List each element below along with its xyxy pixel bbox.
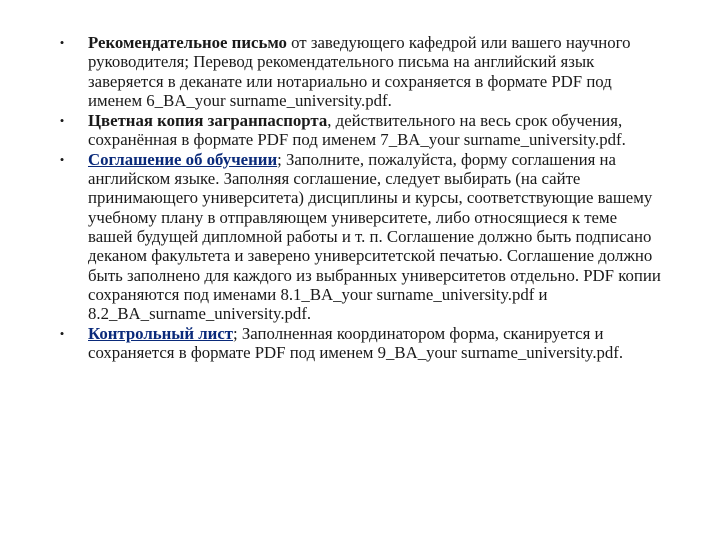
item-text-passport-copy: , действительного на весь срок обучения, сохранённая в формате PDF под именем 7_BA_your surname_university.pdf. (88, 110, 626, 149)
bullet-icon: • (59, 112, 65, 128)
list-item-learning-agreement (55, 150, 665, 324)
checklist-link[interactable]: Контрольный лист (88, 323, 234, 343)
bullet-icon: • (59, 35, 65, 50)
item-lead-passport-copy: Цветная копия загранпаспорта (88, 110, 328, 130)
list-item-recommendation-letter (55, 33, 665, 110)
item-text-learning-agreement: ; Заполните, пожалуйста, форму соглашения на английском языке. Заполняя соглашение, следует выбирать (на сайте принимающего университета) дисциплины и курсы, соответствующие вашему учебному плану в отправляющем университете, либо относящиеся к теме вашей будущей дипломной работы и т. п. Соглашение должно быть подписано деканом факультета и заверено университетской печатью. Соглашение должно быть заполнено для каждого из выбранных университетов отдельно. PDF копии сохраняются под именами 8.1_BA_your surname_university.pdf и 8.2_BA_surname_university.pdf. (88, 149, 661, 324)
item-text-recommendation-letter: от заведующего кафедрой или вашего научного руководителя; Перевод рекомендательного письма на английский язык заверяется в деканате или нотариально и сохраняется в формате PDF под именем 6_BA_your surname_university.pdf. (88, 33, 631, 110)
bullet-icon: • (59, 151, 65, 167)
item-text-checklist: ; Заполненная координатором форма, сканируется и сохраняется в формате PDF под именем 9_BA_your surname_university.pdf. (88, 323, 624, 363)
bullet-icon: • (59, 325, 65, 341)
list-item-passport-copy (55, 111, 665, 150)
learning-agreement-link[interactable]: Соглашение об обучении (88, 149, 278, 169)
list-item-checklist (55, 324, 665, 363)
bullet-list (55, 33, 665, 363)
item-lead-recommendation-letter: Рекомендательное письмо (88, 33, 287, 52)
